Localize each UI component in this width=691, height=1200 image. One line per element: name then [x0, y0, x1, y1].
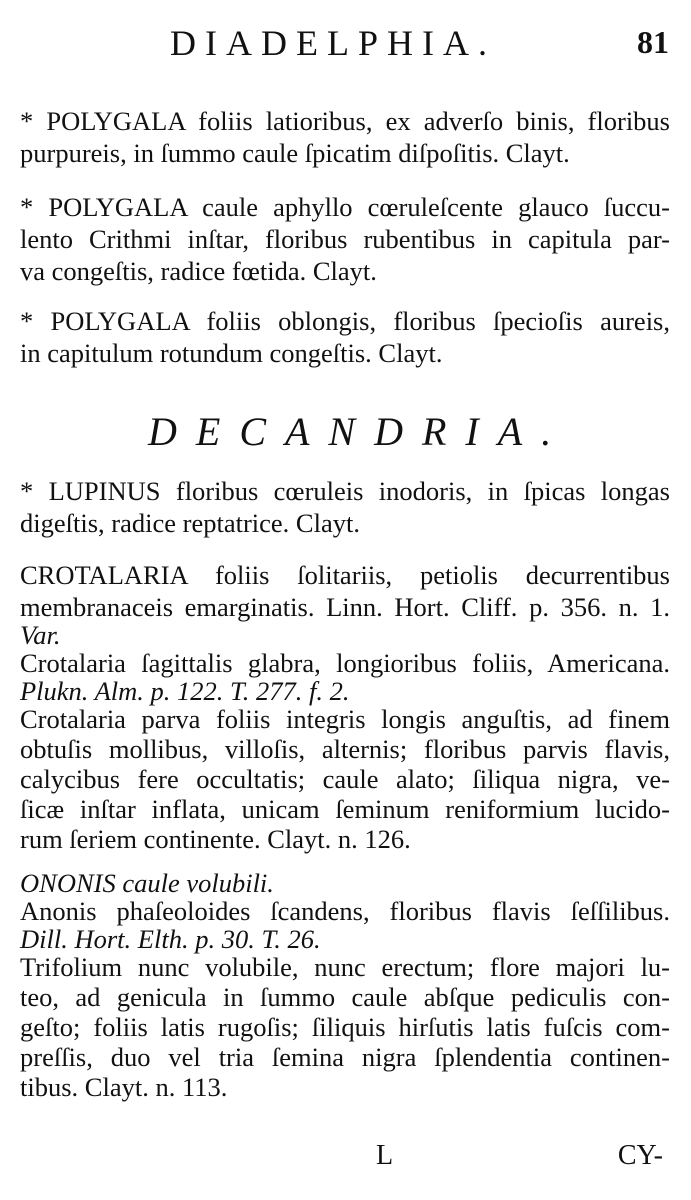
text-line: geſto; foliis latis rugoſis; ſiliquis hirſutis latis fuſcis com- — [20, 1012, 670, 1042]
text-line: * POLYGALA caule aphyllo cœruleſcente glauco ſuccu- — [20, 192, 670, 222]
text-line: Anonis phaſeoloides ſcandens, floribus flavis ſeſſilibus. — [20, 896, 670, 926]
text-line: * POLYGALA foliis oblongis, floribus ſpecioſis aureis, — [20, 306, 670, 336]
text-line: lento Crithmi inſtar, floribus rubentibus in capitula par- — [20, 224, 670, 254]
running-head — [0, 22, 691, 70]
text-line: Crotalaria ſagittalis glabra, longioribus foliis, Americana. — [20, 648, 670, 678]
text-line: purpureis, in ſummo caule ſpicatim diſpoſitis. Clayt. — [20, 138, 570, 168]
text-line: Var. — [20, 620, 61, 650]
text-line: CROTALARIA foliis ſolitariis, petiolis decurrentibus — [20, 560, 670, 590]
text-line: Trifolium nunc volubile, nunc erectum; flore majori lu- — [20, 952, 670, 982]
text-line: rum ſeriem continente. Clayt. n. 126. — [20, 824, 411, 854]
text-line: Crotalaria parva foliis integris longis anguſtis, ad finem — [20, 704, 670, 734]
running-title: DIADELPHIA. — [170, 23, 496, 63]
text-line: * POLYGALA foliis latioribus, ex adverſo binis, floribus — [20, 106, 670, 136]
text-line: * LUPINUS floribus cœruleis inodoris, in ſpicas longas — [20, 476, 670, 506]
text-line: teo, ad genicula in ſummo caule abſque pediculis con- — [20, 982, 670, 1012]
signature-mark: L — [376, 1140, 394, 1171]
text-line: ſicæ inſtar inflata, unicam ſeminum reniformium lucido- — [20, 794, 670, 824]
text-line: digeſtis, radice reptatrice. Clayt. — [20, 508, 360, 538]
text-line: in capitulum rotundum congeſtis. Clayt. — [20, 338, 443, 368]
text-line: membranaceis emarginatis. Linn. Hort. Cliff. p. 356. n. 1. — [20, 592, 670, 622]
page-footer — [0, 1140, 691, 1180]
text-line: preſſis, duo vel tria ſemina nigra ſplendentia continen- — [20, 1042, 670, 1072]
catchword: CY- — [617, 1140, 663, 1171]
text-line: Plukn. Alm. p. 122. T. 277. f. 2. — [20, 676, 350, 706]
text-line: tibus. Clayt. n. 113. — [20, 1072, 228, 1102]
text-line: Dill. Hort. Elth. p. 30. T. 26. — [20, 924, 321, 954]
text-line: obtuſis mollibus, villoſis, alternis; floribus parvis flavis, — [20, 734, 670, 764]
text-line: ONONIS caule volubili. — [20, 868, 274, 898]
page-number: 81 — [637, 24, 669, 60]
text-line: calycibus fere occultatis; caule alato; ſiliqua nigra, ve- — [20, 764, 670, 794]
section-heading: DECANDRIA. — [148, 409, 571, 454]
text-line: va congeſtis, radice fœtida. Clayt. — [20, 256, 377, 286]
